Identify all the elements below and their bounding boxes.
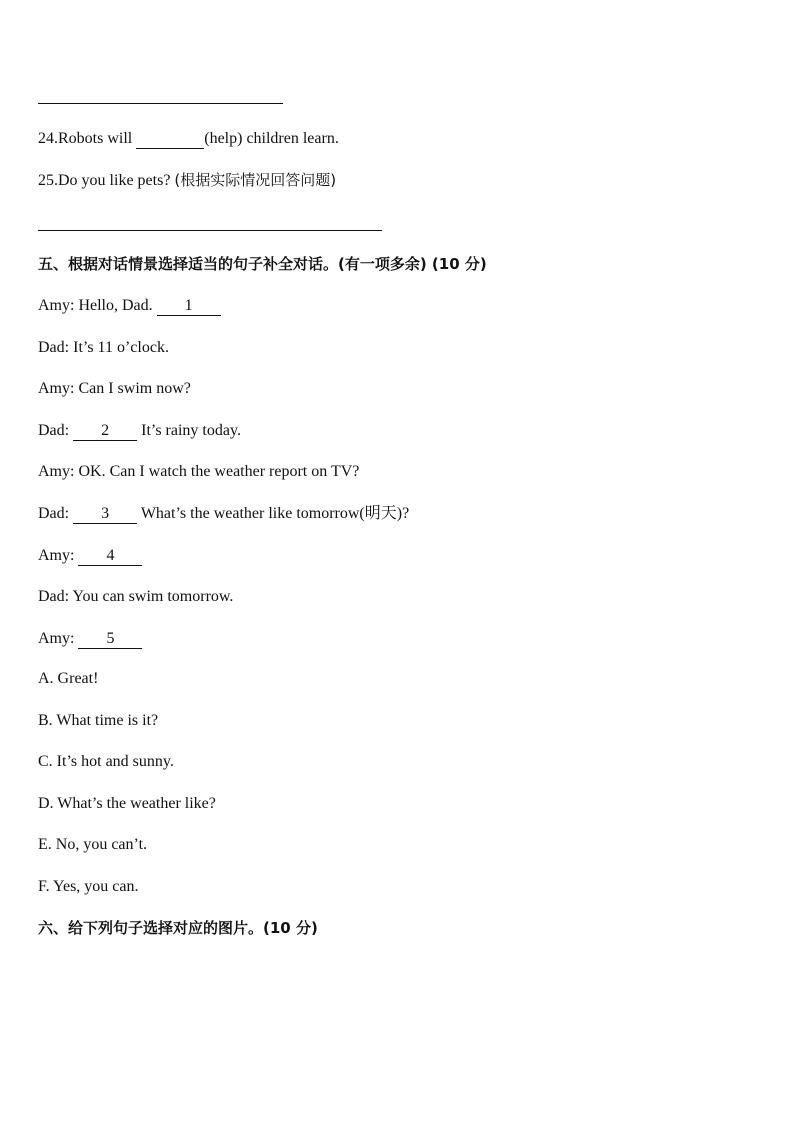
dialogue-line <box>38 338 169 358</box>
dialogue-text: OK. Can I watch the weather report on TV? <box>78 463 360 480</box>
dialogue-line <box>38 587 233 607</box>
dialogue-line <box>38 421 241 441</box>
dialogue-blank[interactable]: 1 <box>157 297 221 316</box>
speaker-label: Amy: <box>38 547 75 564</box>
speaker-label: Dad: <box>38 588 70 605</box>
section-5-title: 五、根据对话情景选择适当的句子补全对话。(有一项多余) (10 分) <box>38 255 487 273</box>
question-25-instruction: (根据实际情况回答问题) <box>174 171 337 189</box>
option-item: A. Great! <box>38 670 99 687</box>
dialogue-line <box>38 504 409 524</box>
speaker-label: Amy: <box>38 380 75 397</box>
option-item: E. No, you can’t. <box>38 836 148 853</box>
dialogue-line <box>38 379 191 399</box>
answer-line-23 <box>38 103 283 104</box>
dialogue-blank[interactable]: 2 <box>73 422 137 441</box>
dialogue-blank[interactable]: 3 <box>73 505 137 524</box>
answer-line-25[interactable] <box>38 230 382 231</box>
dialogue-blank[interactable]: 4 <box>78 547 142 566</box>
dialogue-text: Can I swim now? <box>78 380 191 397</box>
speaker-label: Amy: <box>38 463 75 480</box>
speaker-label: Amy: <box>38 297 75 314</box>
section-6-title: 六、给下列句子选择对应的图片。(10 分) <box>38 919 318 937</box>
dialogue-text: It’s 11 o’clock. <box>73 339 169 356</box>
dialogue-line <box>38 629 142 649</box>
speaker-label: Dad: <box>38 339 70 356</box>
dialogue-text: You can swim tomorrow. <box>72 588 234 605</box>
speaker-label: Amy: <box>38 630 75 647</box>
speaker-label: Dad: <box>38 422 70 439</box>
dialogue-text: What’s the weather like tomorrow(明天)? <box>137 505 410 522</box>
dialogue-line <box>38 296 221 316</box>
dialogue-line <box>38 462 359 482</box>
dialogue-line <box>38 546 142 566</box>
question-25: 25.Do you like pets? (根据实际情况回答问题) <box>38 171 337 189</box>
option-item: F. Yes, you can. <box>38 878 139 895</box>
dialogue-text: Hello, Dad. <box>78 297 157 314</box>
question-24: 24.Robots will (help) children learn. <box>38 130 339 147</box>
dialogue-text: It’s rainy today. <box>137 422 241 439</box>
option-item: D. What’s the weather like? <box>38 795 216 812</box>
option-item: B. What time is it? <box>38 712 159 729</box>
option-item: C. It’s hot and sunny. <box>38 753 174 770</box>
speaker-label: Dad: <box>38 505 70 522</box>
answer-blank-24[interactable] <box>136 130 204 149</box>
dialogue-blank[interactable]: 5 <box>78 630 142 649</box>
